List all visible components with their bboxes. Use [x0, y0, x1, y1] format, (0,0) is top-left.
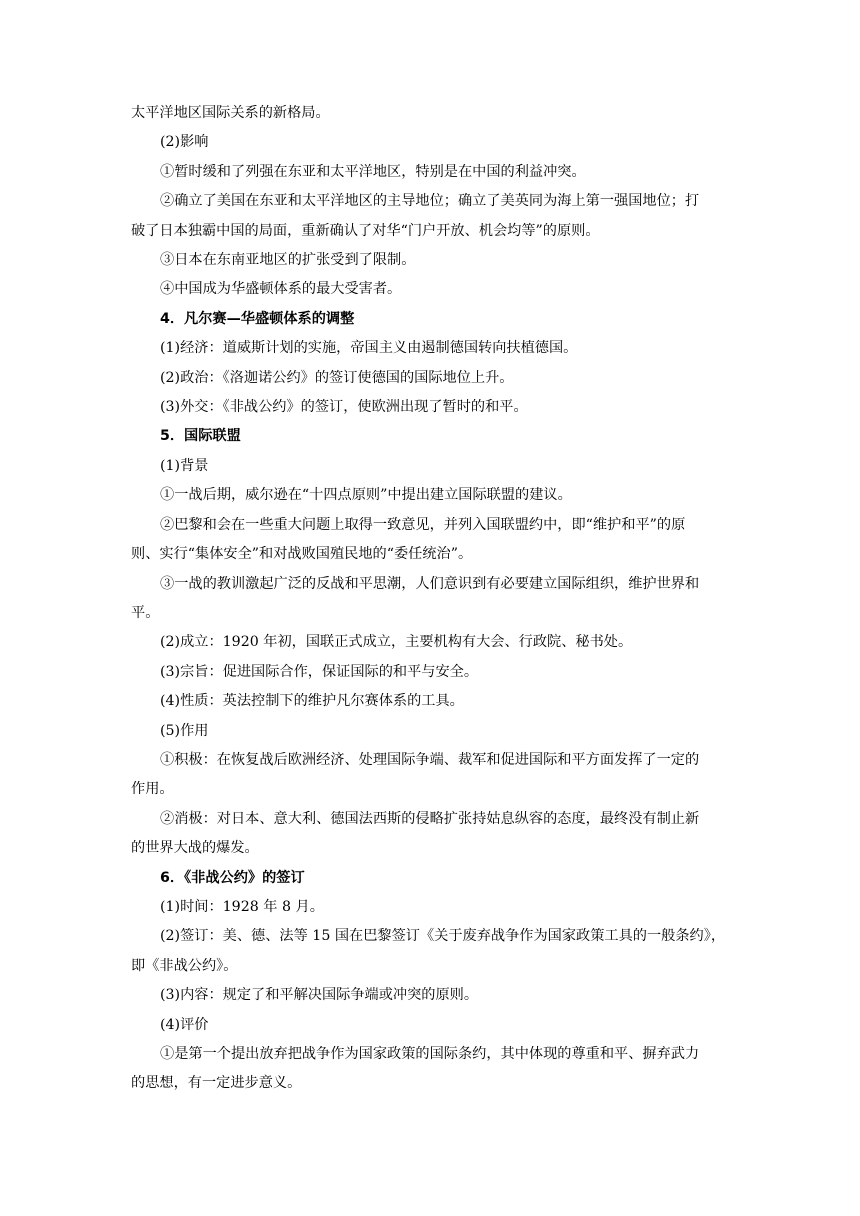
text-line: 则、实行“集体安全”和对战败国殖民地的“委任统治”。: [131, 546, 473, 563]
section-heading: 4．凡尔赛—华盛顿体系的调整: [160, 310, 355, 327]
text-line: 的世界大战的爆发。: [131, 840, 259, 857]
text-line: 作用。: [131, 781, 174, 798]
text-line: (1)经济：道威斯计划的实施，帝国主义由遏制德国转向扶植德国。: [160, 340, 578, 357]
text-line: ②巴黎和会在一些重大问题上取得一致意见，并列入国联盟约中，即“维护和平”的原: [160, 516, 686, 533]
section-heading: 5．国际联盟: [160, 428, 241, 445]
text-line: ①是第一个提出放弃把战争作为国家政策的国际条约，其中体现的尊重和平、摒弃武力: [160, 1046, 700, 1062]
text-line: 即《非战公约》。: [131, 957, 238, 974]
text-line: ①暂时缓和了列强在东亚和太平洋地区，特别是在中国的利益冲突。: [160, 163, 586, 180]
text-line: (3)宗旨：促进国际合作，保证国际的和平与安全。: [160, 663, 479, 680]
text-line: (1)时间：1928 年 8 月。: [160, 898, 324, 915]
text-line: (5)作用: [160, 722, 209, 739]
text-line: (2)影响: [160, 134, 209, 151]
text-line: ①积极：在恢复战后欧洲经济、处理国际争端、裁军和促进国际和平方面发挥了一定的: [160, 751, 700, 768]
text-line: ④中国成为华盛顿体系的最大受害者。: [160, 281, 402, 298]
text-line: 太平洋地区国际关系的新格局。: [131, 105, 330, 121]
text-line: (3)内容：规定了和平解决国际争端或冲突的原则。: [160, 987, 479, 1004]
text-line: (2)政治：《洛迦诺公约》的签订使德国的国际地位上升。: [160, 369, 514, 386]
text-line: 的思想，有一定进步意义。: [131, 1075, 302, 1092]
text-line: ②消极：对日本、意大利、德国法西斯的侵略扩张持姑息纵容的态度，最终没有制止新: [160, 810, 700, 827]
section-heading: 6．《非战公约》的签订: [160, 869, 305, 886]
text-line: (4)性质：英法控制下的维护凡尔赛体系的工具。: [160, 693, 464, 710]
text-line: ①一战后期，威尔逊在“十四点原则”中提出建立国际联盟的建议。: [160, 487, 572, 504]
text-line: (3)外交：《非战公约》的签订，使欧洲出现了暂时的和平。: [160, 399, 528, 416]
text-line: (2)签订：美、德、法等 15 国在巴黎签订《关于废弃战争作为国家政策工具的一般条约》，: [160, 928, 726, 945]
text-line: ③一战的教训激起广泛的反战和平思潮，人们意识到有必要建立国际组织，维护世界和: [160, 575, 700, 592]
text-line: (4)评价: [160, 1016, 209, 1033]
text-line: ②确立了美国在东亚和太平洋地区的主导地位；确立了美英同为海上第一强国地位；打: [160, 193, 700, 210]
text-line: ③日本在东南亚地区的扩张受到了限制。: [160, 252, 416, 269]
text-line: 平。: [131, 604, 160, 621]
text-line: (1)背景: [160, 457, 209, 474]
text-line: (2)成立：1920 年初，国联正式成立，主要机构有大会、行政院、秘书处。: [160, 634, 633, 651]
text-line: 破了日本独霸中国的局面，重新确认了对华“门户开放、机会均等”的原则。: [131, 222, 600, 239]
